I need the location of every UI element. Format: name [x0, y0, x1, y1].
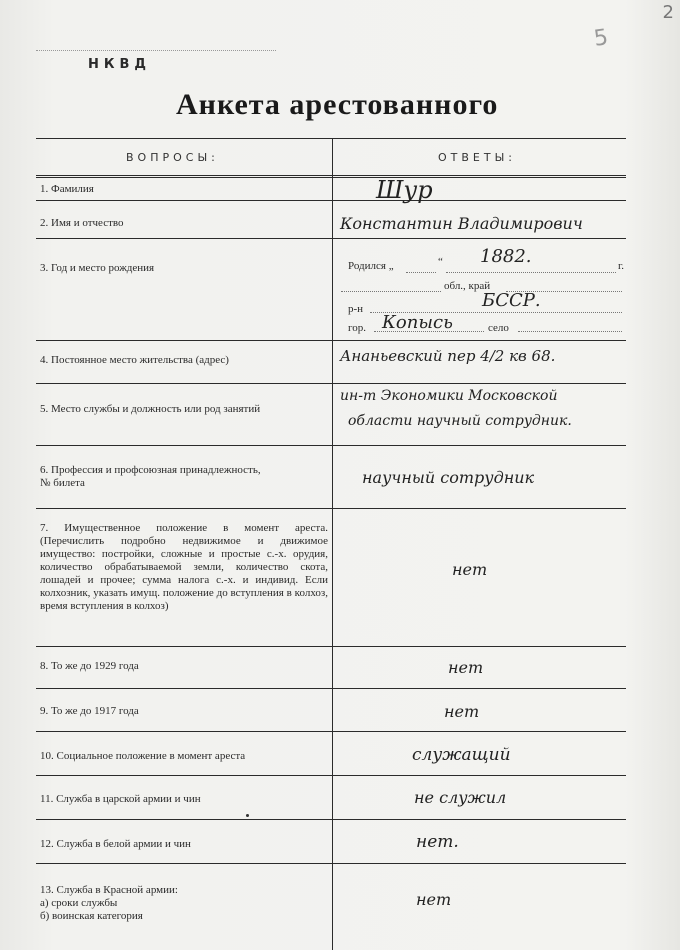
- city-value: Копысь: [382, 312, 453, 333]
- birth-year: 1882.: [480, 246, 532, 267]
- row-divider: [36, 445, 626, 446]
- question-13-line1: 13. Служба в Красной армии:: [40, 884, 178, 896]
- answer-13: нет: [416, 890, 452, 909]
- row-divider: [36, 863, 626, 864]
- district-value: БССР.: [482, 290, 541, 311]
- row-divider: [36, 200, 626, 201]
- question-2-label: 2. Имя и отчество: [40, 217, 124, 229]
- answer-10: служащий: [412, 745, 511, 765]
- row-divider: [36, 731, 626, 732]
- question-8-label: 8. То же до 1929 года: [40, 660, 139, 672]
- form-title: Анкета арестованного: [176, 88, 499, 121]
- answer-7: нет: [452, 560, 488, 579]
- question-3-label: 3. Год и место рождения: [40, 262, 155, 274]
- question-13-line2: а) сроки службы: [40, 897, 118, 909]
- question-6-line1: 6. Профессия и профсоюзная принадлежность,: [40, 464, 261, 476]
- answer-4-address: Ананьевский пер 4/2 кв 68.: [340, 347, 556, 365]
- question-9-label: 9. То же до 1917 года: [40, 705, 139, 717]
- village-dotted-line: [518, 331, 622, 332]
- question-6-label: [40, 464, 328, 490]
- answer-2-name: Константин Владимирович: [340, 214, 583, 233]
- district-label: р-н: [348, 303, 364, 315]
- questions-column-header: ВОПРОСЫ:: [126, 151, 219, 164]
- question-6-line2: № билета: [40, 477, 85, 489]
- header-divider: [36, 175, 626, 178]
- agency-header: НКВД: [88, 57, 151, 72]
- row-divider: [36, 775, 626, 776]
- region-dotted-line: [341, 291, 441, 292]
- question-5-label: 5. Место службы и должность или род занятий: [40, 403, 261, 415]
- row-divider: [36, 508, 626, 509]
- row-divider: [36, 819, 626, 820]
- question-4-label: 4. Постоянное место жительства (адрес): [40, 354, 229, 366]
- ink-speck: [246, 814, 249, 817]
- corner-handwritten-mark: 5: [592, 25, 610, 52]
- top-dotted-line: [36, 50, 276, 51]
- questionnaire-table: [36, 138, 626, 950]
- answer-5-line1: ин-т Экономики Московской: [340, 388, 558, 404]
- question-10-label: 10. Социальное положение в момент ареста: [40, 750, 246, 762]
- row-divider: [36, 383, 626, 384]
- answer-6-profession: научный сотрудник: [362, 468, 535, 487]
- born-label: Родился „: [348, 260, 394, 272]
- city-dotted-line: [374, 331, 484, 332]
- question-11-label: 11. Служба в царской армии и чин: [40, 793, 201, 805]
- year-suffix: г.: [618, 260, 625, 272]
- answer-12: нет.: [416, 832, 459, 852]
- answer-8: нет: [448, 658, 484, 677]
- question-13-label: [40, 884, 328, 923]
- table-top-border: [36, 138, 626, 139]
- answer-1-surname: Шур: [376, 176, 433, 204]
- page-number: 2: [662, 2, 674, 23]
- day-dotted-line: [406, 272, 436, 273]
- answer-9: нет: [444, 702, 480, 721]
- question-12-label: 12. Служба в белой армии и чин: [40, 838, 191, 850]
- region-label: обл., край: [444, 280, 491, 292]
- row-divider: [36, 340, 626, 341]
- city-label: гор.: [348, 322, 366, 334]
- row-divider: [36, 238, 626, 239]
- question-13-line3: б) воинская категория: [40, 910, 143, 922]
- answer-11: не служил: [414, 788, 507, 807]
- answers-column-header: ОТВЕТЫ:: [438, 151, 517, 164]
- question-7-label: 7. Имущественное положение в момент ареста. (Перечислить подробно недвижимое и движимое имущество: постройки, сложные и простые с.-х. орудия, количество обрабатываемой земли, количество скота, лошадей и прочее; сумма налога с.-х. и индивид. Если колхозник, указать имущ. положение до вступления в колхоз, время вступления в колхоз): [40, 522, 328, 612]
- year-dotted-line: [446, 272, 616, 273]
- question-1-label: 1. Фамилия: [40, 183, 94, 195]
- quote-close: “: [438, 256, 443, 268]
- answer-5-line2: области научный сотрудник.: [348, 413, 572, 429]
- row-divider: [36, 688, 626, 689]
- column-divider: [332, 138, 333, 950]
- village-label: село: [488, 322, 509, 334]
- row-divider: [36, 646, 626, 647]
